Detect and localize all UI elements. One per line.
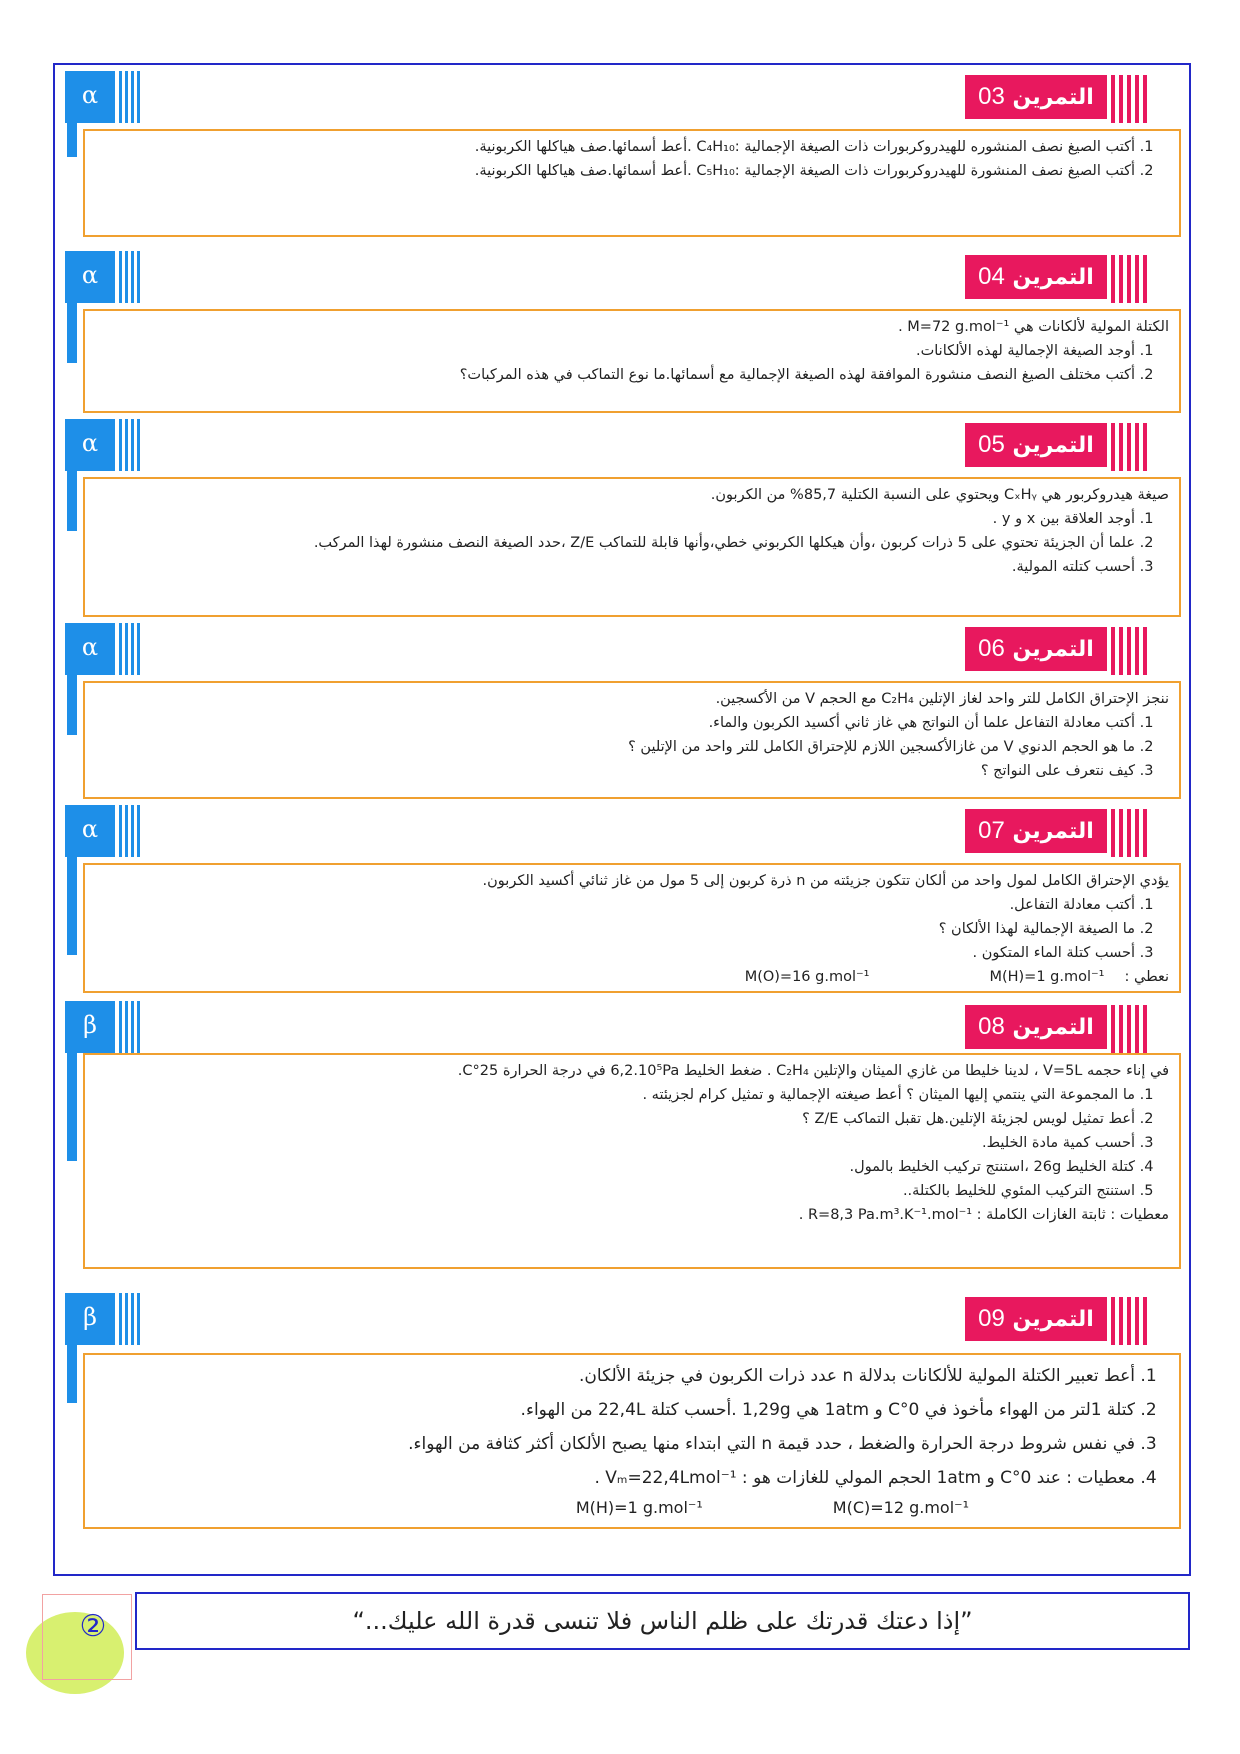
list-item: 3. أحسب كتلة الماء المتكون .: [111, 941, 1135, 965]
exercise-03: [55, 65, 1191, 217]
list-item: 3. في نفس شروط درجة الحرارة والضغط ، حدد قيمة n التي ابتداء منها يصبح الألكان أكثر كثافة من الهواء.: [111, 1427, 1135, 1461]
footer-quote-box: [135, 1592, 1190, 1650]
given-label: نعطي :: [1124, 969, 1169, 985]
list-item: 1. أوجد العلاقة بين x و y .: [111, 507, 1135, 531]
list-item: 5. استنتج التركيب المئوي للخليط بالكتلة..: [111, 1179, 1135, 1203]
page-frame: [53, 63, 1191, 1576]
list-item: 2. ما هو الحجم الدنوي V من غازالأكسجين اللازم للإحتراق الكامل للتر واحد من الإتلين ؟: [111, 735, 1135, 759]
exercise-label: α: [65, 805, 115, 857]
list-item: 3. أحسب كتلته المولية.: [111, 555, 1135, 579]
exercise-title: التمرين 03: [965, 75, 1107, 119]
exercise-label: β: [65, 1293, 115, 1345]
exercise-content: [83, 477, 1181, 617]
exercise-label: α: [65, 623, 115, 675]
page-number: ②: [79, 1609, 107, 1644]
intro-text: ننجز الإحتراق الكامل للتر واحد لغاز الإتلين C₂H₄ مع الحجم V من الأكسجين.: [715, 691, 1169, 707]
list-item: 3. كيف نتعرف على النواتج ؟: [111, 759, 1135, 783]
intro-text: في إناء حجمه V=5L ، لدينا خليطا من غازي الميثان والإتلين C₂H₄ . ضغط الخليط 6,2.10⁵Pa في درجة الحرارة 25°C.: [457, 1063, 1169, 1079]
exercise-label: α: [65, 251, 115, 303]
exercise-content: [83, 129, 1181, 237]
exercise-title: التمرين 06: [965, 627, 1107, 671]
list-item: 1. ما المجموعة التي ينتمي إليها الميثان ؟ أعط صيغته الإجمالية و تمثيل كرام لجزيئته .: [111, 1083, 1135, 1107]
given-value: M(O)=16 g.mol⁻¹: [744, 969, 870, 985]
data-note: معطيات : ثابتة الغازات الكاملة : R=8,3 Pa.m³.K⁻¹.mol⁻¹ .: [798, 1207, 1169, 1223]
list-item: 2. أكتب مختلف الصيغ النصف منشورة الموافقة لهذه الصيغة الإجمالية مع أسمائها.ما نوع التماكب في هذه المركبات؟: [111, 363, 1135, 387]
exercise-title: التمرين 09: [965, 1297, 1107, 1341]
list-item: 2. أعط تمثيل لويس لجزيئة الإتلين.هل تقبل التماكب Z/E ؟: [111, 1107, 1135, 1131]
exercise-content: [83, 1053, 1181, 1269]
exercise-content: [83, 309, 1181, 413]
exercise-content: [83, 863, 1181, 993]
list-item: 2. ما الصيغة الإجمالية لهذا الألكان ؟: [111, 917, 1135, 941]
intro-text: الكتلة المولية لألكانات هي M=72 g.mol⁻¹ .: [898, 319, 1169, 335]
list-item: 3. أحسب كمية مادة الخليط.: [111, 1131, 1135, 1155]
given-value: M(H)=1 g.mol⁻¹: [989, 969, 1105, 985]
given-value: M(H)=1 g.mol⁻¹: [575, 1498, 703, 1517]
exercise-label: α: [65, 419, 115, 471]
exercise-title: التمرين 07: [965, 809, 1107, 853]
list-item: 2. علما أن الجزيئة تحتوي على 5 ذرات كربون ،وأن هيكلها الكربوني خطي،وأنها قابلة للتماكب Z/E ،حدد الصيغة النصف منشورة لهذا المركب.: [111, 531, 1135, 555]
given-value: M(C)=12 g.mol⁻¹: [832, 1498, 969, 1517]
exercise-content: [83, 1353, 1181, 1529]
footer-quote: ”إذا دعتك قدرتك على ظلم الناس فلا تنسى قدرة الله عليك...“: [352, 1607, 973, 1635]
exercise-label: β: [65, 1001, 115, 1053]
list-item: 2. كتلة 1لتر من الهواء مأخوذ في 0°C و 1atm هي 1,29g .أحسب كتلة 22,4L من الهواء.: [111, 1393, 1135, 1427]
intro-text: يؤدي الإحتراق الكامل لمول واحد من ألكان تتكون جزيئته من n ذرة كربون إلى 5 مول من غاز ثنائي أكسيد الكربون.: [482, 873, 1169, 889]
list-item: 2. أكتب الصيغ نصف المنشورة للهيدروكربورات ذات الصيغة الإجمالية :C₅H₁₀ .أعط أسمائها.صف هياكلها الكربونية.: [111, 159, 1135, 183]
list-item: 1. أوجد الصيغة الإجمالية لهذه الألكانات.: [111, 339, 1135, 363]
list-item: 4. معطيات : عند 0°C و 1atm الحجم المولي للغازات هو : Vₘ=22,4Lmol⁻¹ .: [111, 1461, 1135, 1495]
exercise-title: التمرين 05: [965, 423, 1107, 467]
intro-text: صيغة هيدروكربور هي CₓHᵧ ويحتوي على النسبة الكتلية 85,7% من الكربون.: [710, 487, 1169, 503]
exercise-content: [83, 681, 1181, 799]
exercise-title: التمرين 04: [965, 255, 1107, 299]
list-item: 1. أكتب معادلة التفاعل.: [111, 893, 1135, 917]
list-item: 1. أكتب معادلة التفاعل علما أن النواتج هي غاز ثاني أكسيد الكربون والماء.: [111, 711, 1135, 735]
exercise-title: التمرين 08: [965, 1005, 1107, 1049]
exercise-label: α: [65, 71, 115, 123]
list-item: 1. أعط تعبير الكتلة المولية للألكانات بدلالة n عدد ذرات الكربون في جزيئة الألكان.: [111, 1359, 1135, 1393]
list-item: 4. كتلة الخليط 26g ،استنتج تركيب الخليط بالمول.: [111, 1155, 1135, 1179]
list-item: 1. أكتب الصيغ نصف المنشوره للهيدروكربورات ذات الصيغة الإجمالية :C₄H₁₀ .أعط أسمائها.صف هياكلها الكربونية.: [111, 135, 1135, 159]
